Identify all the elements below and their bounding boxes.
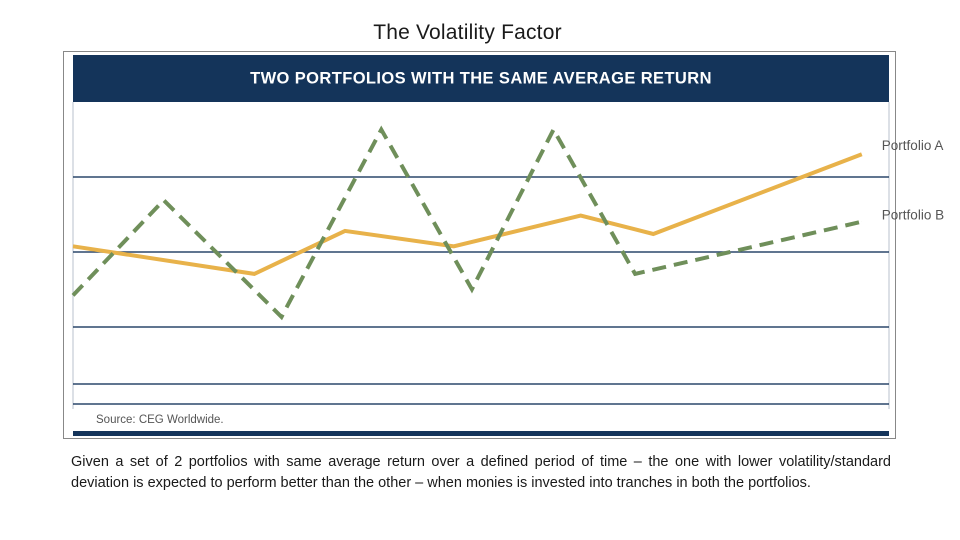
- slide-title: The Volatility Factor: [373, 21, 562, 44]
- slide-caption: Given a set of 2 portfolios with same average return over a defined period of time – the one with lower volatility/standard deviation is expected to perform better than the other – when monies is invested into tranches in both the portfolios.: [71, 454, 891, 491]
- chart-frame: [63, 51, 945, 439]
- series-line-portfolio-a: [73, 154, 862, 274]
- series-label: Portfolio B: [881, 207, 945, 223]
- chart-source: Source: CEG Worldwide.: [96, 414, 224, 426]
- chart-bottom-bar: [73, 431, 889, 436]
- chart-title: TWO PORTFOLIOS WITH THE SAME AVERAGE RETURN: [250, 69, 712, 88]
- series-line-portfolio-b: [73, 130, 862, 317]
- series-label: Portfolio A: [881, 138, 944, 154]
- line-chart: [64, 52, 945, 438]
